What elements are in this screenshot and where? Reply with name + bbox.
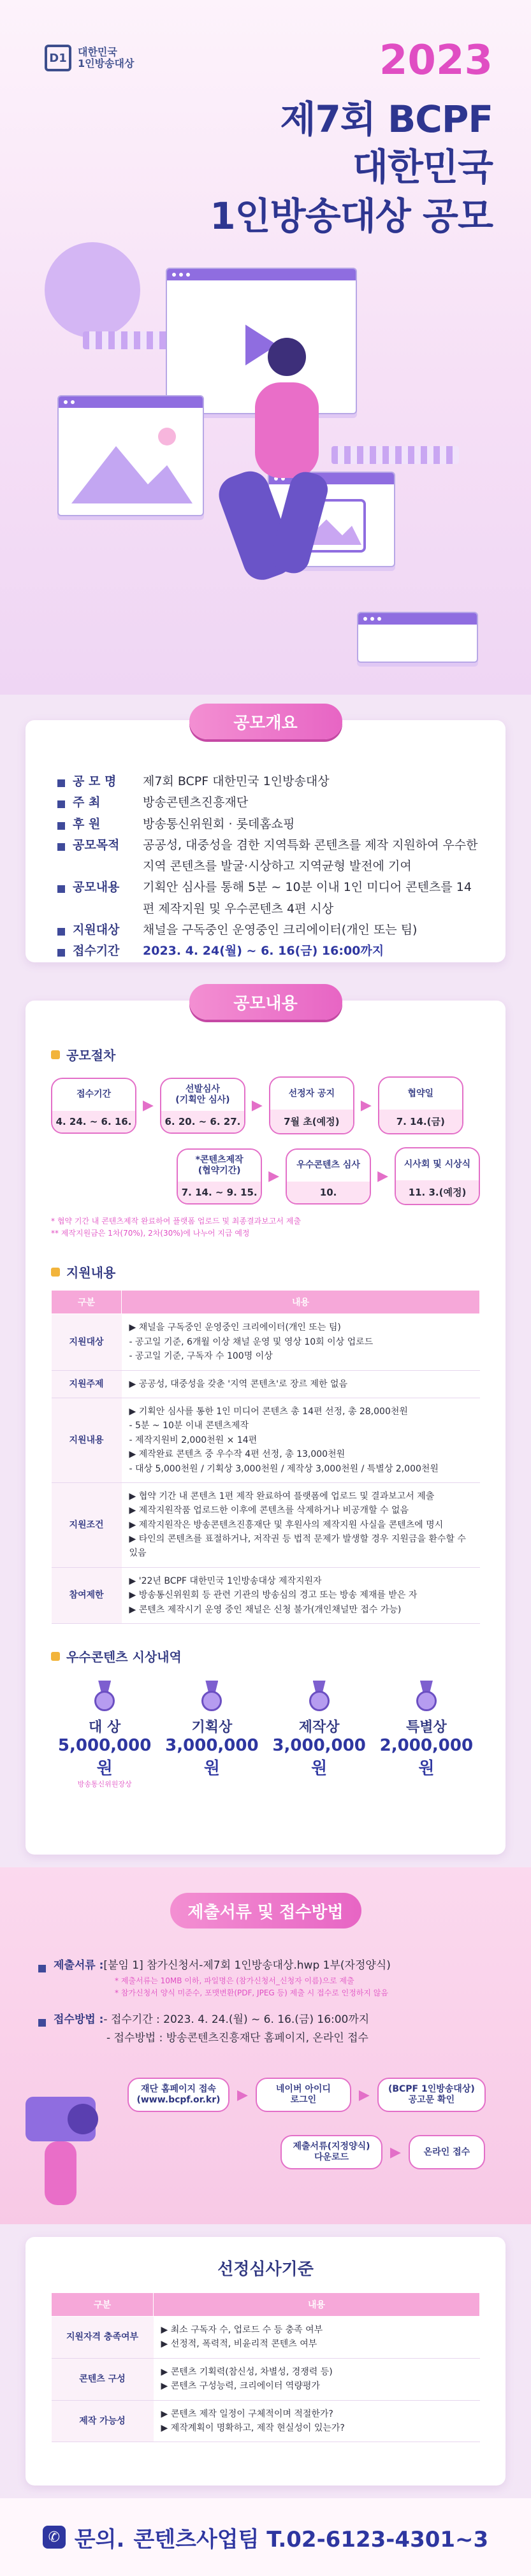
arrow-right-icon: ▶ [251, 1097, 263, 1113]
step-box: 온라인 접수 [409, 2135, 485, 2169]
contact-value[interactable]: 콘텐츠사업팀 T.02-6123-4301~3 [133, 2526, 489, 2552]
creator-figure-illustration [191, 331, 357, 599]
logo-mark: D1 [45, 45, 71, 71]
sponsor: 방송통신위원회 · 롯데홈쇼핑 [143, 816, 295, 831]
method-row: 접수방법 : - 접수기간 : 2023. 4. 24.(월) ~ 6. 16.(금) 16:00까지 [38, 2011, 497, 2029]
prize-title: 우수콘텐츠 시상내역 [51, 1647, 480, 1665]
support-table [51, 1290, 480, 1624]
prize-item: 특별상 2,000,000원 [375, 1681, 477, 1789]
phone-icon: ✆ [43, 2526, 66, 2549]
overview-row-content: 공모내용 기획안 심사를 통해 5분 ~ 10분 이내 1인 미디어 콘텐츠를 14편 제작지원 및 우수콘텐츠 4편 시상 [57, 877, 480, 920]
arrow-right-icon: ▶ [360, 1097, 372, 1113]
docs-row: 제출서류 : [붙임 1] 참가신청서-제7회 1인방송대상.hwp 1부(자정양식) [38, 1957, 497, 1975]
flow-step: 우수콘텐츠 심사 10. [286, 1148, 371, 1205]
overview-row-target: 지원대상 채널을 구독중인 운영중인 크리에이터(개인 또는 팀) [57, 920, 480, 941]
arrow-right-icon: ▶ [237, 2087, 248, 2103]
logo-text: 대한민국 1인방송대상 [78, 45, 135, 69]
target: 채널을 구독중인 운영중인 크리에이터(개인 또는 팀) [143, 922, 418, 937]
hero-banner [0, 0, 531, 695]
content-body [25, 1001, 506, 1808]
flow-step: 협약일 7. 14.(금) [378, 1076, 463, 1134]
overview-row-name: 공 모 명 제7회 BCPF 대한민국 1인방송대상 [57, 771, 480, 792]
arrow-right-icon: ▶ [390, 2144, 401, 2160]
criteria-section [25, 2237, 506, 2486]
logo [45, 45, 134, 71]
table-row: 지원자격 충족여부 ▶ 최소 구독자 수, 업로드 수 등 충족 여부 ▶ 선정적, 폭력적, 비윤리적 콘텐츠 여부 [52, 2317, 480, 2359]
flow-step: *콘텐츠제작 (협약기간) 7. 14. ~ 9. 15. [177, 1148, 262, 1205]
host: 방송콘텐츠진흥재단 [143, 795, 249, 810]
step-box: 제출서류(지정양식) 다운로드 [280, 2135, 382, 2169]
flow-step: 접수기간 4. 24. ~ 6. 16. [51, 1078, 136, 1134]
window-bar [167, 269, 356, 280]
submit-heading: 제출서류 및 접수방법 [170, 1893, 361, 1928]
decor-circle [45, 242, 140, 338]
arrow-right-icon: ▶ [377, 1168, 388, 1184]
prize-item: 대 상 5,000,000원 방송통신위원장상 [54, 1681, 156, 1789]
criteria-heading: 선정심사기준 [217, 2260, 314, 2279]
purpose: 공공성, 대중성을 겸한 지역특화 콘텐츠를 제작 지원하여 우수한 지역 콘텐츠를 발굴·시상하고 지역균형 발전에 기여 [143, 837, 478, 873]
overview-row-host: 주 최 방송콘텐츠진흥재단 [57, 792, 480, 813]
medal-icon [199, 1681, 224, 1712]
criteria-table [51, 2292, 480, 2442]
contest-name: 제7회 BCPF 대한민국 1인방송대상 [143, 774, 330, 788]
step-box: 네이버 아이디 로그인 [256, 2078, 351, 2112]
process-title: 공모절차 [51, 1045, 480, 1064]
table-header: 구분 [52, 1291, 122, 1314]
contact-footer [0, 2498, 531, 2576]
table-row: 콘텐츠 구성 ▶ 콘텐츠 기획력(참신성, 차별성, 경쟁력 등) ▶ 콘텐츠 구성능력, 크리에이터 역량평가 [52, 2358, 480, 2400]
contact-label: 문의. [74, 2526, 125, 2552]
arrow-right-icon: ▶ [268, 1168, 280, 1184]
medal-icon [414, 1681, 439, 1712]
mountain-image-icon [59, 408, 203, 516]
hero-year: 2023 [379, 37, 493, 84]
overview-heading: 공모개요 [189, 704, 342, 739]
submit-details: 제출서류 : [붙임 1] 참가신청서-제7회 1인방송대상.hwp 1부(자정양식) * 제출서류는 10MB 이하, 파일명은 (참가신청서_신청자 이름)으로 제출 * 참가신청서 양식 미준수, 포맷변환(PDF, JPEG 등) 제출 시 접수로 인정하지 않음 접수방법 : - 접수기간 : 2023. 4. 24.(월) ~ 6. 16.(금) 16:00까지 - 접수방법 : 방송콘텐츠진흥재단 홈페이지, 온라인 접수 [38, 1957, 497, 2048]
submit-band [0, 1867, 531, 2224]
arrow-right-icon: ▶ [358, 2087, 370, 2103]
prize-item: 기획상 3,000,000원 [161, 1681, 263, 1789]
table-header: 내용 [122, 1291, 480, 1314]
overview-section [25, 713, 506, 962]
window-bar [59, 396, 203, 408]
flow-step: 선정자 공지 7월 초(예정) [269, 1076, 354, 1134]
table-row: 제작 가능성 ▶ 콘텐츠 제작 일정이 구체적이며 적절한가? ▶ 제작계획이 명확하고, 제작 현실성이 있는가? [52, 2400, 480, 2442]
hero-title-line-3: 1인방송대상 공모 [210, 194, 493, 238]
camera-illustration [19, 2059, 121, 2211]
medal-icon [307, 1681, 332, 1712]
flow-step: 시사회 및 시상식 11. 3.(예정) [395, 1147, 480, 1205]
submit-steps-row-2 [280, 2135, 485, 2169]
table-row: 지원주제 ▶ 공공성, 대중성을 갖춘 '지역 콘텐츠'로 장르 제한 없음 [52, 1370, 480, 1398]
criteria-body [25, 2280, 506, 2455]
process-flow-row-1 [51, 1076, 480, 1134]
table-row: 지원대상 ▶ 채널을 구독중인 운영중인 크리에이터(개인 또는 팀) - 공고일 기준, 6개월 이상 채널 운영 및 영상 10회 이상 업로드 - 공고일 기준, 구독자 수 100명 이상 [52, 1314, 480, 1370]
arrow-right-icon: ▶ [143, 1097, 154, 1113]
step-box: (BCPF 1인방송대상) 공고문 확인 [377, 2078, 486, 2112]
table-row: 지원내용 ▶ 기획안 심사를 통한 1인 미디어 콘텐츠 총 14편 선정, 총 28,000천원 - 5분 ~ 10분 이내 콘텐츠제작 - 제작지원비 2,000천원 × 14편 ▶ 제작완료 콘텐츠 중 우수작 4편 선정, 총 13,000천원 - 대상 5,000천원 / 기획상 3,000천원 / 제작상 3,000천원 / 특별상 2,000천원 [52, 1398, 480, 1482]
process-flow-row-2 [51, 1147, 480, 1205]
table-row: 지원조건 ▶ 협약 기간 내 콘텐츠 1편 제작 완료하여 플랫폼에 업로드 및 결과보고서 제출 ▶ 제작지원작품 업로드한 이후에 콘텐츠를 삭제하거나 비공개할 수 없음 ▶ 제작지원작은 방송콘텐츠진흥재단 및 후원사의 제작지원 사실을 콘텐츠에 명시 ▶ 타인의 콘텐츠를 표절하거나, 저작권 등 법적 문제가 발생할 경우 지원금을 환수할 수 있음 [52, 1482, 480, 1567]
flow-step: 선발심사 (기획안 심사) 6. 20. ~ 6. 27. [160, 1078, 245, 1134]
period: 2023. 4. 24(월) ~ 6. 16(금) 16:00까지 [143, 944, 384, 958]
table-row: 참여제한 ▶ '22년 BCPF 대한민국 1인방송대상 제작지원자 ▶ 방송통신위원회 등 관련 기관의 방송심의 경고 또는 방송 제재를 받은 자 ▶ 콘텐츠 제작시기 운영 중인 채널은 신청 불가(개인채널만 접수 가능) [52, 1567, 480, 1623]
table-header: 내용 [154, 2293, 480, 2317]
hero-title-line-2: 대한민국 [352, 145, 493, 189]
step-box: 재단 홈페이지 접속 (www.bcpf.or.kr) [127, 2078, 229, 2112]
hero-title-line-1: 제7회 BCPF [280, 98, 493, 141]
photo-window-illustration [57, 395, 204, 516]
process-notes: * 협약 기간 내 콘텐츠제작 완료하여 플랫폼 업로드 및 최종결과보고서 제출 ** 제작지원금은 1차(70%), 2차(30%)에 나누어 지급 예정 [51, 1217, 301, 1238]
table-header: 구분 [52, 2293, 154, 2317]
support-title: 지원내용 [51, 1263, 480, 1281]
content: 기획안 심사를 통해 5분 ~ 10분 이내 1인 미디어 콘텐츠를 14편 제작지원 및 우수콘텐츠 4편 시상 [143, 880, 472, 916]
submit-steps-row-1 [127, 2078, 486, 2112]
content-heading: 공모내용 [189, 984, 342, 1020]
prize-item: 제작상 3,000,000원 [268, 1681, 370, 1789]
overview-row-purpose: 공모목적 공공성, 대중성을 겸한 지역특화 콘텐츠를 제작 지원하여 우수한 지역 콘텐츠를 발굴·시상하고 지역균형 발전에 기여 [57, 835, 480, 878]
small-window-illustration [357, 612, 478, 663]
overview-list [25, 720, 506, 987]
content-section [25, 994, 506, 1855]
window-bar [358, 613, 477, 625]
medal-icon [92, 1681, 117, 1712]
prize-list [51, 1681, 480, 1789]
overview-row-period: 접수기간 2023. 4. 24(월) ~ 6. 16(금) 16:00까지 [57, 941, 480, 962]
overview-row-sponsor: 후 원 방송통신위원회 · 롯데홈쇼핑 [57, 814, 480, 835]
